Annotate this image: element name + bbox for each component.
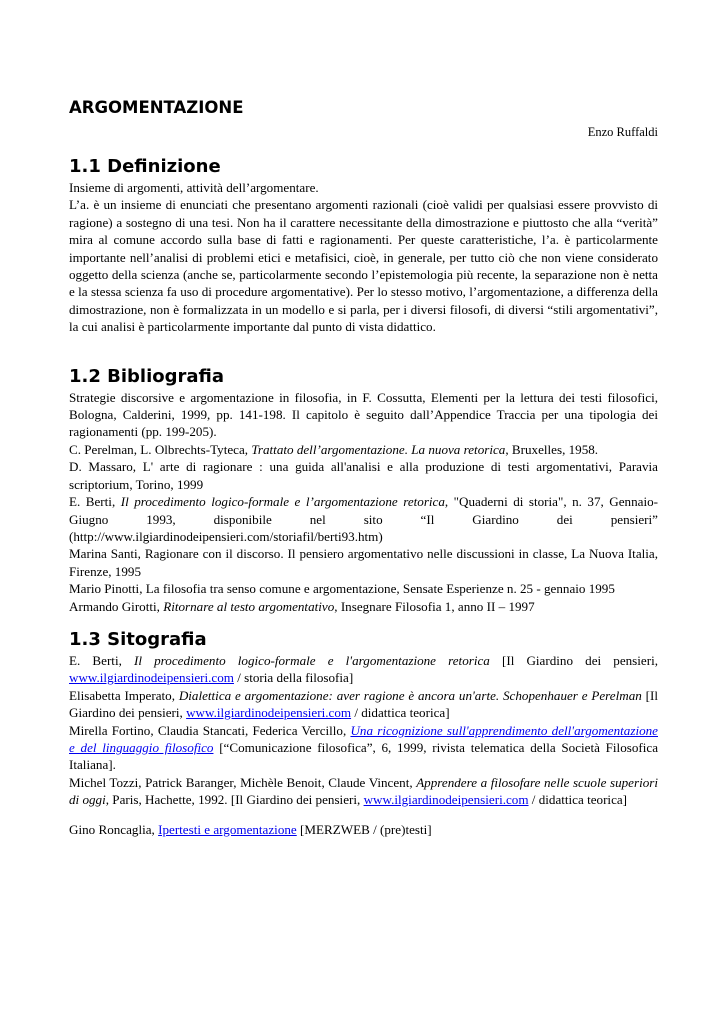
site-entry: Michel Tozzi, Patrick Baranger, Michèle Benoit, Claude Vincent, Apprendere a filosofare nelle scuole superiori di oggi, Paris, Hachette, 1992. [Il Giardino dei pensieri, www.ilgiardinodeipensieri.com / didattica teorica] [69,774,658,808]
document-page [69,97,658,838]
article-link[interactable]: Ipertesti e argomentazione [158,821,297,837]
article-link[interactable]: Una ricognizione sull'apprendimento dell'argomentazione e del linguaggio filosofico [69,722,658,755]
site-link[interactable]: www.ilgiardinodeipensieri.com [363,792,529,808]
section-heading-definizione: 1.1 Definizione [69,156,221,177]
author-name: Enzo Ruffaldi [587,125,658,139]
site-entry: Gino Roncaglia, Ipertesti e argomentazione [MERZWEB / (pre)testi] [69,821,432,837]
bib-entry: Armando Girotti, Ritornare al testo argomentativo, Insegnare Filosofia 1, anno II – 1997 [69,598,535,614]
bib-entry: Marina Santi, Ragionare con il discorso. Il pensiero argomentativo nelle discussioni in classe, La Nuova Italia, Firenze, 1995 [69,546,658,579]
document-title: ARGOMENTAZIONE [69,98,244,117]
definition-intro: Insieme di argomenti, attività dell’argomentare. [69,180,319,195]
bib-entry: Mario Pinotti, La filosofia tra senso comune e argomentazione, Sensate Esperienze n. 25 - gennaio 1995 [69,581,615,597]
site-entry: E. Berti, Il procedimento logico-formale e l'argomentazione retorica [Il Giardino dei pensieri, www.ilgiardinodeipensieri.com / storia della filosofia] [69,652,658,686]
section-heading-bibliografia: 1.2 Bibliografia [69,365,225,387]
site-entry: Mirella Fortino, Claudia Stancati, Federica Vercillo, Una ricognizione sull'apprendimento dell'argomentazione e del linguaggio filosofico [“Comunicazione filosofica”, 6, 1999, rivista telematica della Società Filosofica Italiana]. [69,722,659,773]
section-heading-sitografia: 1.3 Sitografia [69,628,207,650]
bib-entry: D. Massaro, L' arte di ragionare : una guida all'analisi e alla produzione di testi argomentativi, Paravia scriptorium, Torino, 1999 [69,459,658,492]
site-link[interactable]: www.ilgiardinodeipensieri.com [69,670,234,686]
bib-entry: Strategie discorsive e argomentazione in filosofia, in F. Cossutta, Elementi per la lettura dei testi filosofici, Bologna, Calderini, 1999, pp. 141-198. Il capitolo è seguito dall’Appendice Traccia per una tipologia dei ragionamenti (pp. 199-205). [69,389,658,440]
bib-entry: E. Berti, Il procedimento logico-formale e l’argomentazione retorica, "Quaderni di storia", n. 37, Gennaio-Giugno 1993, disponibile nel sito “Il Giardino dei pensieri” (http://www.ilgiardinodeipensieri.com/storiafil/berti93.htm) [69,494,658,544]
site-link[interactable]: www.ilgiardinodeipensieri.com [186,705,352,721]
bib-entry: C. Perelman, L. Olbrechts-Tyteca, Trattato dell’argomentazione. La nuova retorica, Bruxelles, 1958. [69,441,599,457]
site-entry: Elisabetta Imperato, Dialettica e argomentazione: aver ragione è ancora un'arte. Schopenhauer e Perelman [Il Giardino dei pensieri, www.ilgiardinodeipensieri.com / didattica teorica] [69,687,658,721]
definition-paragraph: L’a. è un insieme di enunciati che presentano argomenti razionali (cioè validi per qualsiasi essere provvisto di ragione) a sostegno di una tesi. Non ha il carattere necessitante della dimostrazione e piuttosto che alla “verità” mira al comune accordo sulla base di fatti e ragionamenti. Per queste caratteristiche, l’a. è particolarmente importante nell’analisi di problemi etici e metafisici, cioè, in generale, per tutto ciò che non viene considerato oggetto della scienza (anche se, particolarmente secondo l’epistemologia più recente, la separazione non è netta e la stessa scienza fa uso di procedure argomentative). Per lo stesso motivo, l’argomentazione, a differenza della dimostrazione, non è formalizzata in un modello e si parla, per i diversi filosofi, di diversi “stili argomentativi”, la cui analisi è particolarmente importante dal punto di vista didattico. [69,197,658,335]
